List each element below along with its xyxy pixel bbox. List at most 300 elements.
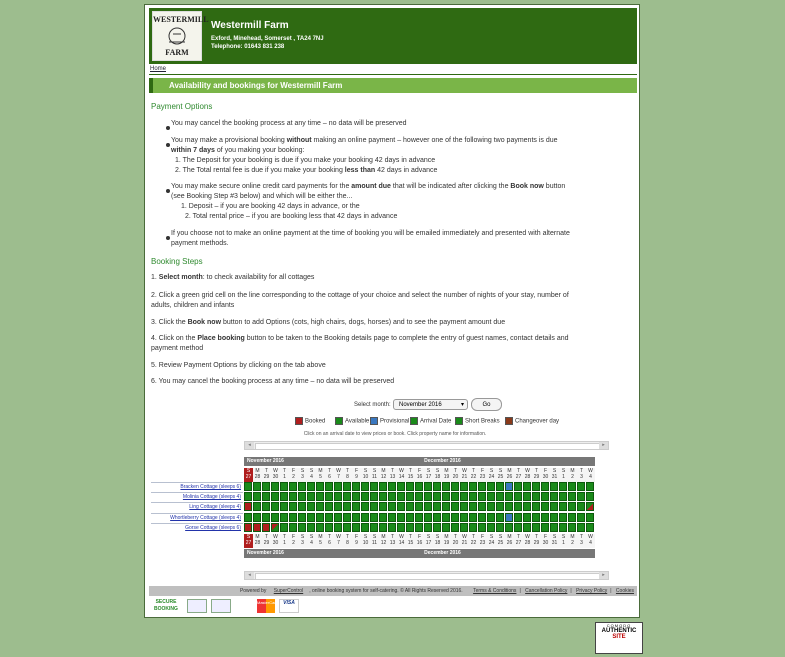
- availability-cell[interactable]: [523, 482, 531, 491]
- availability-cell[interactable]: [460, 502, 468, 511]
- availability-cell[interactable]: [550, 492, 558, 501]
- availability-cell[interactable]: [397, 502, 405, 511]
- day-header[interactable]: S 27: [245, 468, 252, 480]
- availability-cell[interactable]: [505, 492, 513, 501]
- day-header[interactable]: T 1: [280, 468, 289, 482]
- availability-cell[interactable]: [451, 523, 459, 532]
- day-footer[interactable]: T 29: [533, 534, 540, 546]
- day-header[interactable]: S 25: [497, 468, 504, 480]
- availability-cell[interactable]: [370, 482, 378, 491]
- availability-cell[interactable]: [280, 513, 288, 522]
- day-footer[interactable]: F 9: [352, 534, 361, 548]
- availability-cell[interactable]: [262, 492, 270, 501]
- availability-cell[interactable]: [478, 513, 486, 522]
- day-header[interactable]: S 31: [551, 468, 558, 480]
- availability-cell[interactable]: [343, 523, 351, 532]
- availability-cell[interactable]: [253, 523, 261, 532]
- availability-cell[interactable]: [496, 502, 504, 511]
- bottom-scrollbar[interactable]: [244, 571, 609, 580]
- availability-cell[interactable]: [289, 502, 297, 511]
- availability-cell[interactable]: [559, 513, 567, 522]
- availability-cell[interactable]: [397, 513, 405, 522]
- availability-cell[interactable]: [550, 482, 558, 491]
- availability-cell[interactable]: [253, 513, 261, 522]
- availability-cell[interactable]: [487, 513, 495, 522]
- availability-cell[interactable]: [433, 523, 441, 532]
- availability-cell[interactable]: [298, 492, 306, 501]
- availability-cell[interactable]: [550, 523, 558, 532]
- day-footer[interactable]: S 27: [245, 534, 252, 546]
- scroll-right-icon[interactable]: ▸: [599, 442, 608, 449]
- day-header[interactable]: T 27: [515, 468, 522, 480]
- day-footer[interactable]: M 12: [380, 534, 387, 546]
- month-select[interactable]: November 2016 ▾: [393, 399, 468, 410]
- availability-cell[interactable]: [514, 492, 522, 501]
- availability-cell[interactable]: [388, 492, 396, 501]
- availability-cell[interactable]: [406, 523, 414, 532]
- availability-cell[interactable]: [532, 482, 540, 491]
- availability-cell[interactable]: [541, 492, 549, 501]
- availability-cell[interactable]: [271, 523, 279, 532]
- legend-swatch: [370, 417, 378, 425]
- availability-cell[interactable]: [433, 482, 441, 491]
- availability-cell[interactable]: [334, 492, 342, 501]
- availability-cell[interactable]: [325, 513, 333, 522]
- day-header[interactable]: F 23: [479, 468, 486, 480]
- availability-cell[interactable]: [307, 502, 315, 511]
- availability-cell[interactable]: [514, 523, 522, 532]
- availability-cell[interactable]: [280, 482, 288, 491]
- availability-cell[interactable]: [388, 523, 396, 532]
- availability-cell[interactable]: [523, 502, 531, 511]
- availability-cell[interactable]: [469, 482, 477, 491]
- availability-cell[interactable]: [487, 523, 495, 532]
- availability-cell[interactable]: [505, 482, 513, 491]
- availability-cell[interactable]: [559, 482, 567, 491]
- day-footer[interactable]: S 31: [551, 534, 558, 546]
- day-header[interactable]: S 10: [362, 468, 369, 480]
- availability-cell[interactable]: [334, 523, 342, 532]
- day-footer[interactable]: S 25: [497, 534, 504, 546]
- availability-cell[interactable]: [307, 523, 315, 532]
- availability-cell[interactable]: [550, 513, 558, 522]
- availability-cell[interactable]: [271, 502, 279, 511]
- availability-cell[interactable]: [505, 513, 513, 522]
- day-header[interactable]: S 3: [298, 468, 307, 482]
- availability-cell[interactable]: [316, 482, 324, 491]
- go-button[interactable]: Go: [471, 398, 502, 411]
- availability-cell[interactable]: [379, 502, 387, 511]
- availability-cell[interactable]: [568, 523, 576, 532]
- availability-cell[interactable]: [568, 502, 576, 511]
- availability-cell[interactable]: [316, 523, 324, 532]
- day-header[interactable]: W 14: [398, 468, 405, 480]
- availability-cell[interactable]: [253, 482, 261, 491]
- availability-cell[interactable]: [361, 482, 369, 491]
- availability-cell[interactable]: [244, 513, 252, 522]
- day-header[interactable]: S 18: [434, 468, 441, 480]
- day-footer[interactable]: M 19: [443, 534, 450, 546]
- availability-cell[interactable]: [253, 502, 261, 511]
- availability-cell[interactable]: [451, 513, 459, 522]
- availability-cell[interactable]: [352, 523, 360, 532]
- day-footer[interactable]: W 30: [272, 534, 279, 546]
- availability-cell[interactable]: [370, 513, 378, 522]
- day-header[interactable]: T 29: [533, 468, 540, 480]
- day-footer[interactable]: T 27: [515, 534, 522, 546]
- comodo-text: COMODO: [606, 623, 632, 628]
- cookies-link[interactable]: Cookies: [615, 588, 634, 594]
- availability-cell[interactable]: [424, 513, 432, 522]
- availability-cell[interactable]: [433, 502, 441, 511]
- day-footer[interactable]: T 29: [263, 534, 270, 546]
- scroll-left-icon[interactable]: ◂: [245, 572, 254, 579]
- day-footer[interactable]: T 20: [452, 534, 459, 546]
- availability-cell[interactable]: [262, 502, 270, 511]
- day-footer[interactable]: F 16: [416, 534, 423, 546]
- availability-cell[interactable]: [397, 523, 405, 532]
- availability-cell[interactable]: [415, 513, 423, 522]
- day-footer[interactable]: S 3: [298, 534, 307, 548]
- farm-logo[interactable]: [152, 11, 209, 61]
- day-footer[interactable]: S 4: [307, 534, 316, 548]
- availability-cell[interactable]: [586, 502, 594, 511]
- availability-cell[interactable]: [262, 513, 270, 522]
- availability-cell[interactable]: [415, 492, 423, 501]
- cancellation-link[interactable]: Cancellation Policy: [525, 588, 568, 594]
- availability-cell[interactable]: [280, 523, 288, 532]
- day-header[interactable]: W 21: [461, 468, 468, 480]
- home-link[interactable]: Home: [150, 66, 167, 72]
- day-header[interactable]: W 28: [524, 468, 531, 480]
- availability-cell[interactable]: [442, 502, 450, 511]
- availability-cell[interactable]: [406, 492, 414, 501]
- availability-cell[interactable]: [352, 513, 360, 522]
- day-footer[interactable]: T 8: [343, 534, 352, 548]
- day-footer[interactable]: S 1: [559, 534, 568, 548]
- legend-item: [455, 417, 500, 425]
- day-header[interactable]: F 2: [289, 468, 298, 482]
- availability-cell[interactable]: [451, 492, 459, 501]
- day-header[interactable]: M 12: [380, 468, 387, 480]
- day-header[interactable]: T 29: [263, 468, 270, 480]
- day-header[interactable]: M 19: [443, 468, 450, 480]
- availability-cell[interactable]: [433, 513, 441, 522]
- availability-cell[interactable]: [487, 492, 495, 501]
- day-footer[interactable]: M 26: [506, 534, 513, 546]
- availability-cell[interactable]: [568, 492, 576, 501]
- availability-cell[interactable]: [352, 502, 360, 511]
- availability-cell[interactable]: [424, 502, 432, 511]
- availability-cell[interactable]: [397, 482, 405, 491]
- availability-cell[interactable]: [244, 502, 252, 511]
- availability-cell[interactable]: [478, 523, 486, 532]
- availability-cell[interactable]: [568, 482, 576, 491]
- availability-cell[interactable]: [244, 482, 252, 491]
- availability-cell[interactable]: [415, 482, 423, 491]
- availability-cell[interactable]: [442, 492, 450, 501]
- availability-cell[interactable]: [442, 523, 450, 532]
- availability-cell[interactable]: [469, 502, 477, 511]
- availability-cell[interactable]: [532, 492, 540, 501]
- availability-cell[interactable]: [343, 492, 351, 501]
- availability-cell[interactable]: [388, 502, 396, 511]
- availability-cell[interactable]: [325, 523, 333, 532]
- day-header[interactable]: M 2: [568, 468, 577, 482]
- availability-cell[interactable]: [379, 513, 387, 522]
- day-header[interactable]: W 30: [272, 468, 279, 480]
- day-footer[interactable]: F 2: [289, 534, 298, 548]
- availability-cell[interactable]: [325, 482, 333, 491]
- availability-cell[interactable]: [514, 482, 522, 491]
- day-header[interactable]: F 30: [542, 468, 549, 480]
- availability-cell[interactable]: [379, 492, 387, 501]
- day-header[interactable]: S 24: [488, 468, 495, 480]
- availability-cell[interactable]: [442, 513, 450, 522]
- availability-cell[interactable]: [505, 523, 513, 532]
- availability-cell[interactable]: [307, 482, 315, 491]
- day-footer[interactable]: M 2: [568, 534, 577, 548]
- terms-link[interactable]: Terms & Conditions: [473, 588, 517, 594]
- scroll-right-icon[interactable]: ▸: [599, 572, 608, 579]
- day-footer[interactable]: F 23: [479, 534, 486, 546]
- cottage-link[interactable]: Whortleberry Cottage (sleeps 4): [151, 513, 243, 522]
- day-header[interactable]: T 3: [577, 468, 586, 482]
- day-footer[interactable]: W 14: [398, 534, 405, 546]
- availability-cell[interactable]: [541, 482, 549, 491]
- availability-cell[interactable]: [532, 502, 540, 511]
- top-scrollbar[interactable]: [244, 441, 609, 450]
- availability-cell[interactable]: [343, 502, 351, 511]
- availability-cell[interactable]: [478, 502, 486, 511]
- availability-cell[interactable]: [289, 492, 297, 501]
- availability-cell[interactable]: [271, 492, 279, 501]
- availability-cell[interactable]: [406, 482, 414, 491]
- availability-cell[interactable]: [271, 513, 279, 522]
- availability-cell[interactable]: [253, 492, 261, 501]
- day-footer[interactable]: S 17: [425, 534, 432, 546]
- availability-cell[interactable]: [568, 513, 576, 522]
- availability-cell[interactable]: [307, 492, 315, 501]
- day-footer[interactable]: T 13: [389, 534, 396, 546]
- availability-cell[interactable]: [334, 513, 342, 522]
- availability-cell[interactable]: [577, 492, 585, 501]
- day-header[interactable]: S 1: [559, 468, 568, 482]
- day-header[interactable]: F 9: [352, 468, 361, 482]
- availability-cell[interactable]: [298, 523, 306, 532]
- availability-cell[interactable]: [505, 502, 513, 511]
- availability-cell[interactable]: [298, 513, 306, 522]
- availability-cell[interactable]: [334, 482, 342, 491]
- availability-cell[interactable]: [244, 492, 252, 501]
- availability-cell[interactable]: [451, 482, 459, 491]
- availability-cell[interactable]: [361, 492, 369, 501]
- day-header[interactable]: T 6: [325, 468, 334, 482]
- availability-cell[interactable]: [280, 502, 288, 511]
- availability-cell[interactable]: [352, 482, 360, 491]
- availability-cell[interactable]: [370, 502, 378, 511]
- availability-cell[interactable]: [586, 492, 594, 501]
- comodo-badge[interactable]: [595, 622, 643, 654]
- day-footer[interactable]: S 11: [371, 534, 378, 546]
- day-header[interactable]: T 13: [389, 468, 396, 480]
- availability-cell[interactable]: [316, 492, 324, 501]
- availability-cell[interactable]: [415, 502, 423, 511]
- privacy-link[interactable]: Privacy Policy: [576, 588, 608, 594]
- scroll-thumb[interactable]: [255, 573, 602, 580]
- availability-cell[interactable]: [397, 492, 405, 501]
- availability-cell[interactable]: [424, 482, 432, 491]
- availability-cell[interactable]: [541, 513, 549, 522]
- availability-cell[interactable]: [334, 502, 342, 511]
- availability-cell[interactable]: [532, 523, 540, 532]
- day-footer[interactable]: M 5: [316, 534, 325, 548]
- availability-cell[interactable]: [280, 492, 288, 501]
- availability-cell[interactable]: [496, 482, 504, 491]
- cottage-link[interactable]: Gorse Cottage (sleeps 6): [151, 523, 243, 532]
- scroll-thumb[interactable]: [255, 443, 602, 450]
- day-footer[interactable]: W 4: [586, 534, 595, 548]
- availability-cell[interactable]: [460, 492, 468, 501]
- availability-cell[interactable]: [559, 502, 567, 511]
- scroll-left-icon[interactable]: ◂: [245, 442, 254, 449]
- availability-cell[interactable]: [478, 492, 486, 501]
- availability-cell[interactable]: [460, 513, 468, 522]
- availability-cell[interactable]: [496, 492, 504, 501]
- availability-cell[interactable]: [343, 482, 351, 491]
- day-header[interactable]: M 5: [316, 468, 325, 482]
- availability-cell[interactable]: [577, 502, 585, 511]
- day-footer[interactable]: W 21: [461, 534, 468, 546]
- availability-cell[interactable]: [388, 513, 396, 522]
- availability-cell[interactable]: [244, 523, 252, 532]
- availability-cell[interactable]: [289, 513, 297, 522]
- availability-cell[interactable]: [379, 482, 387, 491]
- day-footer[interactable]: T 15: [407, 534, 414, 546]
- availability-cell[interactable]: [550, 502, 558, 511]
- availability-cell[interactable]: [541, 523, 549, 532]
- availability-cell[interactable]: [298, 482, 306, 491]
- day-header[interactable]: S 4: [307, 468, 316, 482]
- day-header[interactable]: T 8: [343, 468, 352, 482]
- availability-cell[interactable]: [523, 523, 531, 532]
- day-header[interactable]: W 4: [586, 468, 595, 482]
- availability-cell[interactable]: [496, 513, 504, 522]
- availability-cell[interactable]: [460, 523, 468, 532]
- availability-cell[interactable]: [343, 513, 351, 522]
- availability-cell[interactable]: [478, 482, 486, 491]
- day-footer[interactable]: M 28: [254, 534, 261, 546]
- day-header[interactable]: S 17: [425, 468, 432, 480]
- cottage-link[interactable]: Bracken Cottage (sleeps 6): [151, 482, 243, 491]
- cottage-link[interactable]: Molinia Cottage (sleeps 4): [151, 492, 243, 501]
- availability-cell[interactable]: [262, 523, 270, 532]
- day-header[interactable]: T 22: [470, 468, 477, 480]
- availability-cell[interactable]: [433, 492, 441, 501]
- availability-cell[interactable]: [487, 482, 495, 491]
- day-footer[interactable]: S 24: [488, 534, 495, 546]
- availability-cell[interactable]: [424, 492, 432, 501]
- availability-cell[interactable]: [586, 523, 594, 532]
- availability-cell[interactable]: [487, 502, 495, 511]
- availability-cell[interactable]: [442, 482, 450, 491]
- availability-cell[interactable]: [271, 482, 279, 491]
- availability-cell[interactable]: [361, 502, 369, 511]
- day-footer[interactable]: T 22: [470, 534, 477, 546]
- availability-cell[interactable]: [325, 502, 333, 511]
- availability-cell[interactable]: [370, 523, 378, 532]
- day-header[interactable]: T 20: [452, 468, 459, 480]
- availability-cell[interactable]: [559, 492, 567, 501]
- availability-cell[interactable]: [541, 502, 549, 511]
- day-header[interactable]: W 7: [334, 468, 343, 482]
- availability-cell[interactable]: [289, 482, 297, 491]
- cottage-link[interactable]: Ling Cottage (sleeps 4): [151, 502, 243, 511]
- availability-cell[interactable]: [559, 523, 567, 532]
- availability-cell[interactable]: [586, 513, 594, 522]
- availability-cell[interactable]: [361, 523, 369, 532]
- availability-cell[interactable]: [496, 523, 504, 532]
- day-footer[interactable]: W 7: [334, 534, 343, 548]
- availability-cell[interactable]: [514, 513, 522, 522]
- availability-cell[interactable]: [325, 492, 333, 501]
- availability-cell[interactable]: [316, 502, 324, 511]
- availability-cell[interactable]: [532, 513, 540, 522]
- availability-cell[interactable]: [352, 492, 360, 501]
- day-header[interactable]: T 15: [407, 468, 414, 480]
- availability-cell[interactable]: [406, 502, 414, 511]
- availability-cell[interactable]: [424, 523, 432, 532]
- availability-cell[interactable]: [316, 513, 324, 522]
- payment-subitem-1: 1. The Deposit for your booking is due if you make your booking 42 days in advance: [175, 157, 436, 164]
- supercontrol-link[interactable]: SuperControl: [273, 588, 304, 594]
- day-header[interactable]: F 16: [416, 468, 423, 480]
- day-header[interactable]: M 28: [254, 468, 261, 480]
- availability-cell[interactable]: [469, 523, 477, 532]
- day-footer[interactable]: F 30: [542, 534, 549, 546]
- availability-cell[interactable]: [262, 482, 270, 491]
- availability-cell[interactable]: [469, 513, 477, 522]
- availability-cell[interactable]: [370, 492, 378, 501]
- availability-cell[interactable]: [298, 502, 306, 511]
- availability-cell[interactable]: [379, 523, 387, 532]
- availability-cell[interactable]: [523, 513, 531, 522]
- day-footer[interactable]: S 18: [434, 534, 441, 546]
- availability-cell[interactable]: [451, 502, 459, 511]
- day-footer[interactable]: T 1: [280, 534, 289, 548]
- availability-cell[interactable]: [388, 482, 396, 491]
- availability-cell[interactable]: [586, 482, 594, 491]
- day-header[interactable]: M 26: [506, 468, 513, 480]
- day-footer[interactable]: T 3: [577, 534, 586, 548]
- day-footer[interactable]: S 10: [362, 534, 369, 546]
- availability-cell[interactable]: [415, 523, 423, 532]
- availability-cell[interactable]: [523, 492, 531, 501]
- day-footer[interactable]: W 28: [524, 534, 531, 546]
- availability-cell[interactable]: [307, 513, 315, 522]
- availability-cell[interactable]: [361, 513, 369, 522]
- availability-cell[interactable]: [514, 502, 522, 511]
- availability-cell[interactable]: [469, 492, 477, 501]
- day-header[interactable]: S 11: [371, 468, 378, 480]
- availability-cell[interactable]: [289, 523, 297, 532]
- availability-cell[interactable]: [577, 523, 585, 532]
- availability-cell[interactable]: [406, 513, 414, 522]
- availability-cell[interactable]: [460, 482, 468, 491]
- availability-cell[interactable]: [577, 482, 585, 491]
- availability-cell[interactable]: [577, 513, 585, 522]
- day-footer[interactable]: T 6: [325, 534, 334, 548]
